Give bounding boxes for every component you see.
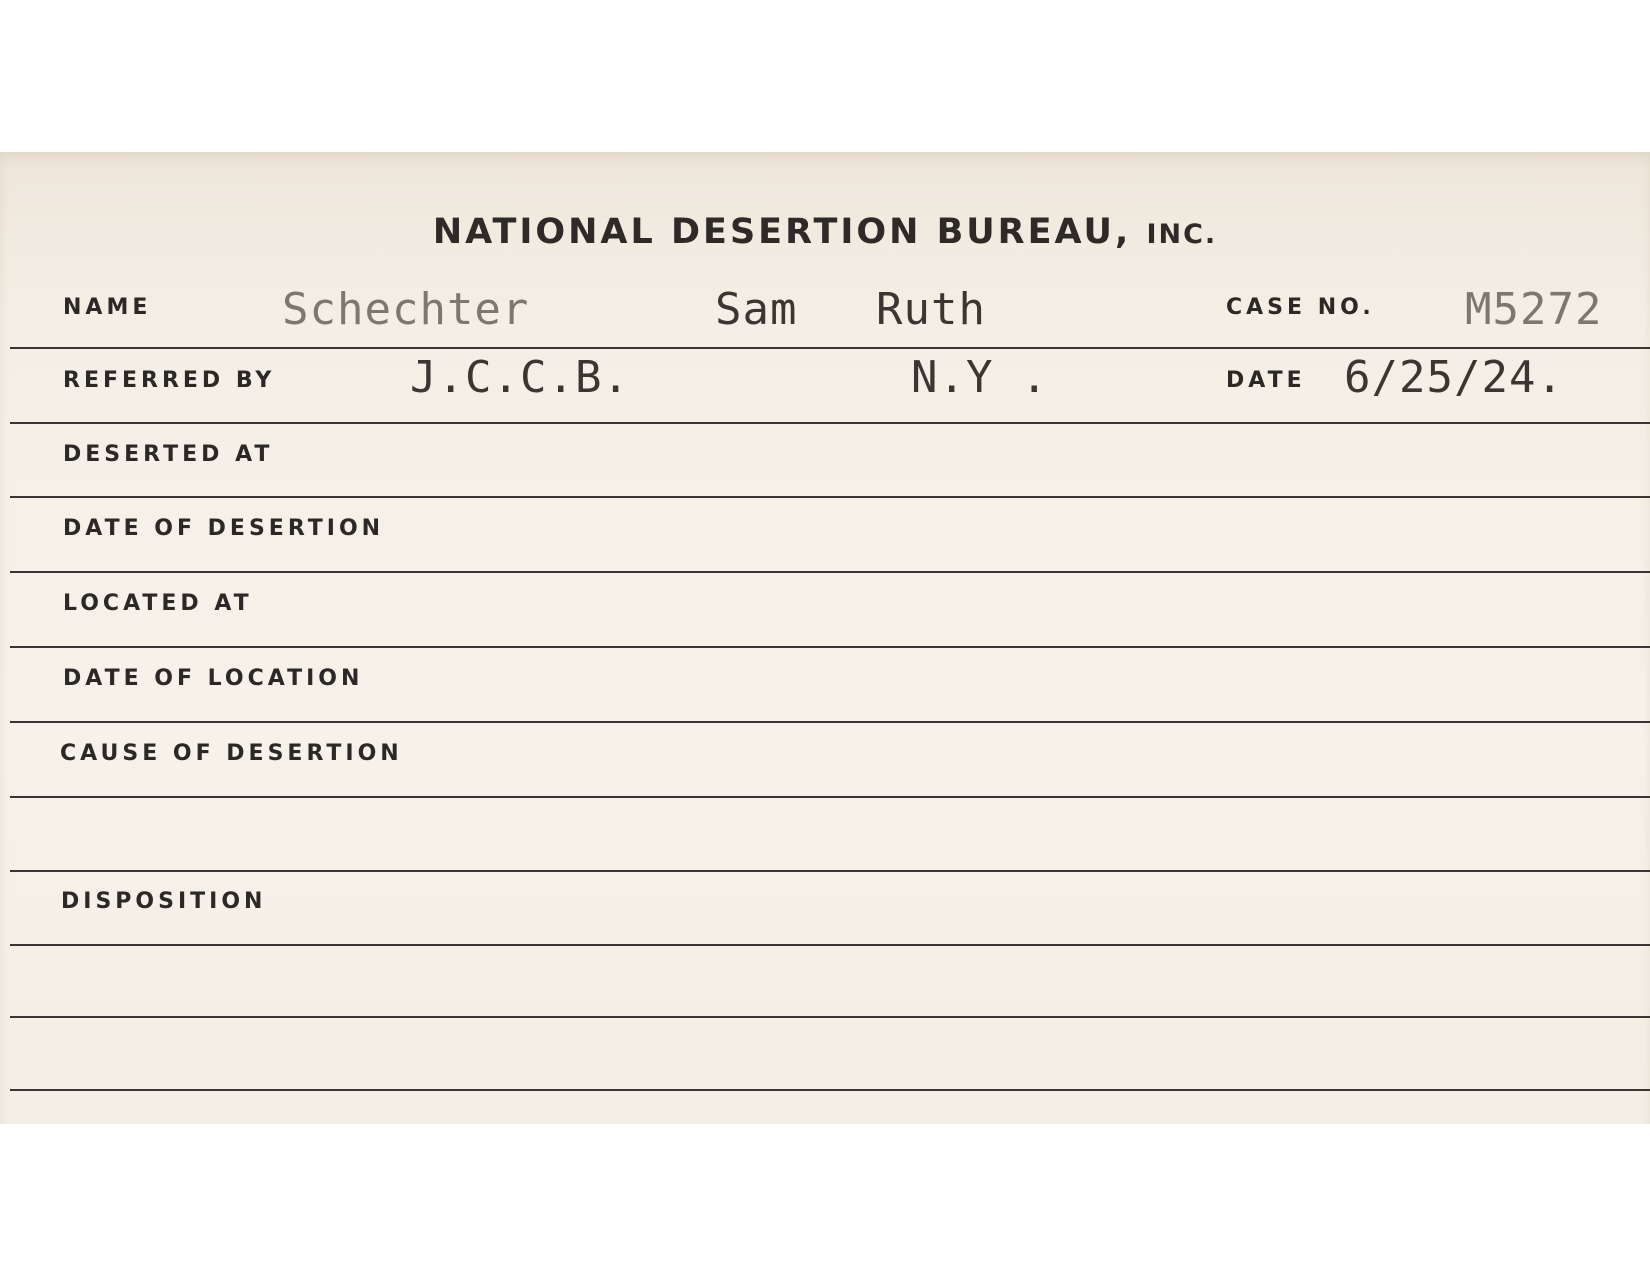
rule-date-of-location <box>10 721 1650 723</box>
deserted-at-label: DESERTED AT <box>63 442 274 467</box>
cause-of-desertion-label: CAUSE OF DESERTION <box>60 741 403 766</box>
name-husband: Sam <box>715 284 798 335</box>
rule-date-of-desertion <box>10 571 1650 573</box>
case-no-label: CASE NO. <box>1226 295 1375 320</box>
name-wife: Ruth <box>876 284 986 335</box>
rule-referred-by <box>10 422 1650 424</box>
located-at-label: LOCATED AT <box>63 591 253 616</box>
date-value: 6/25/24. <box>1344 352 1564 403</box>
name-surname: Schechter <box>282 284 530 335</box>
case-no-value: M5272 <box>1465 284 1603 335</box>
name-label: NAME <box>63 295 152 320</box>
rule-cause-extra <box>10 870 1650 872</box>
card-title <box>0 212 1650 252</box>
date-label: DATE <box>1226 368 1306 393</box>
card-title-suffix: INC. <box>1146 219 1218 250</box>
date-of-location-label: DATE OF LOCATION <box>63 666 364 691</box>
rule-name <box>10 347 1650 349</box>
disposition-label: DISPOSITION <box>61 889 267 914</box>
rule-disposition-extra-1 <box>10 1016 1650 1018</box>
rule-disposition-extra-2 <box>10 1089 1650 1091</box>
referred-by-value: J.C.C.B. <box>410 352 630 403</box>
rule-located-at <box>10 646 1650 648</box>
rule-cause-of-desertion <box>10 796 1650 798</box>
rule-deserted-at <box>10 496 1650 498</box>
index-card <box>0 152 1650 1124</box>
card-title-main: NATIONAL DESERTION BUREAU, <box>432 212 1132 252</box>
rule-disposition <box>10 944 1650 946</box>
referred-location-value: N.Y . <box>911 352 1049 403</box>
referred-by-label: REFERRED BY <box>63 368 276 393</box>
date-of-desertion-label: DATE OF DESERTION <box>63 516 385 541</box>
